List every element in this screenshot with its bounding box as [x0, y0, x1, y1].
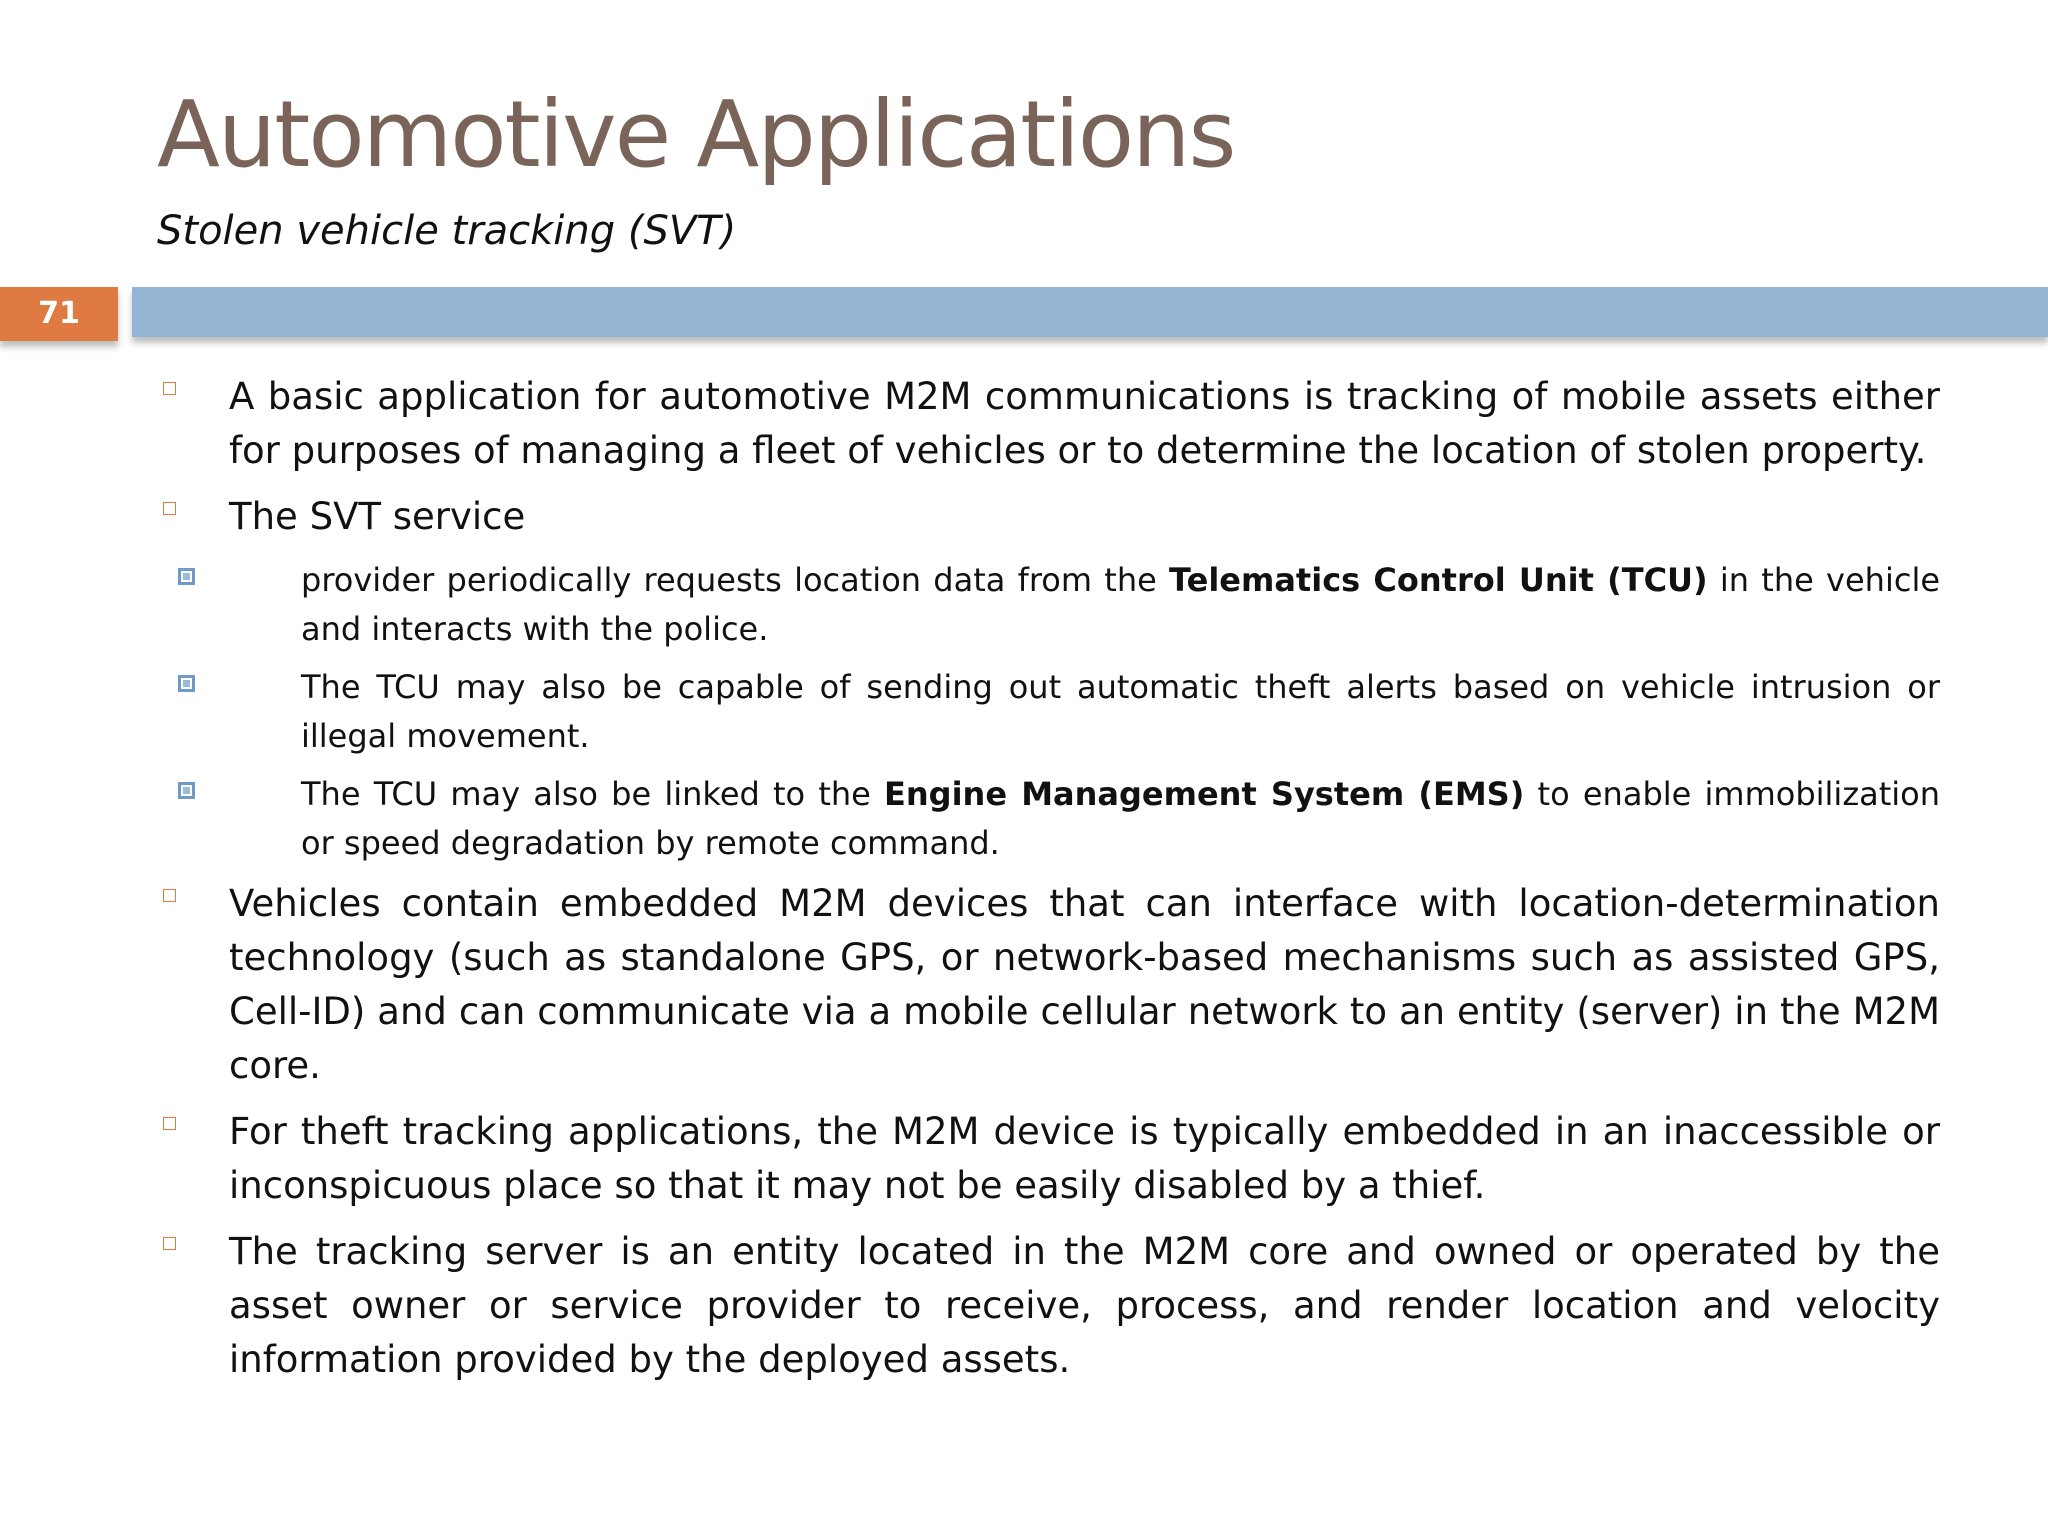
sub-bullet-text-end: to enable immobilization or speed degradation by remote command. — [301, 775, 1941, 862]
slide-number: 71 — [0, 287, 118, 341]
square-sub-bullet-icon — [178, 782, 195, 799]
bullet-text: For theft tracking applications, the M2M device is typically embedded in an inaccessible or inconspicuous place so that it may not be easily disabled by a thief. — [229, 1110, 1940, 1207]
bullet-text: A basic application for automotive M2M communications is tracking of mobile assets either for purposes of managing a fleet of vehicles or to determine the location of stolen property. — [229, 375, 1940, 472]
bullet-item — [229, 1225, 1940, 1387]
sub-bullet-item — [301, 770, 1940, 868]
square-bullet-icon — [163, 1117, 176, 1130]
slide-title: Automotive Applications — [157, 81, 1235, 188]
sub-bullet-text-end: in the vehicle and interacts with the police. — [301, 561, 1941, 648]
bullet-item — [229, 1105, 1940, 1213]
square-bullet-icon — [163, 382, 176, 395]
sub-bullet-item — [301, 556, 1940, 654]
square-bullet-icon — [163, 1237, 176, 1250]
slide-content — [0, 370, 2048, 1399]
square-sub-bullet-icon — [178, 675, 195, 692]
bullet-text: Vehicles contain embedded M2M devices that can interface with location-determination technology (such as standalone GPS, or network-based mechanisms such as assisted GPS, Cell-ID) and can communicate via a mobile cellular network to an entity (server) in the M2M core. — [229, 882, 1940, 1087]
sub-bullet-text-start: The TCU may also be linked to the — [301, 775, 885, 813]
header-bar — [132, 287, 2048, 337]
sub-bullet-text-bold: Telematics Control Unit (TCU) — [1169, 561, 1708, 599]
sub-bullet-text-bold: Engine Management System (EMS) — [884, 775, 1525, 813]
bullet-item — [229, 370, 1940, 478]
square-sub-bullet-icon — [178, 568, 195, 585]
sub-bullet-item — [301, 663, 1940, 761]
bullet-text: The SVT service — [229, 495, 526, 538]
slide-subtitle: Stolen vehicle tracking (SVT) — [157, 208, 737, 254]
sub-bullet-text: The TCU may also be capable of sending out automatic theft alerts based on vehicle intrusion or illegal movement. — [301, 668, 1940, 755]
bullet-text: The tracking server is an entity located in the M2M core and owned or operated by the asset owner or service provider to receive, process, and render location and velocity information provided by the deployed assets. — [229, 1230, 1940, 1381]
square-bullet-icon — [163, 502, 176, 515]
square-bullet-icon — [163, 889, 176, 902]
bullet-item — [229, 490, 1940, 544]
bullet-item — [229, 877, 1940, 1093]
sub-bullet-text-start: provider periodically requests location data from the — [301, 561, 1170, 599]
